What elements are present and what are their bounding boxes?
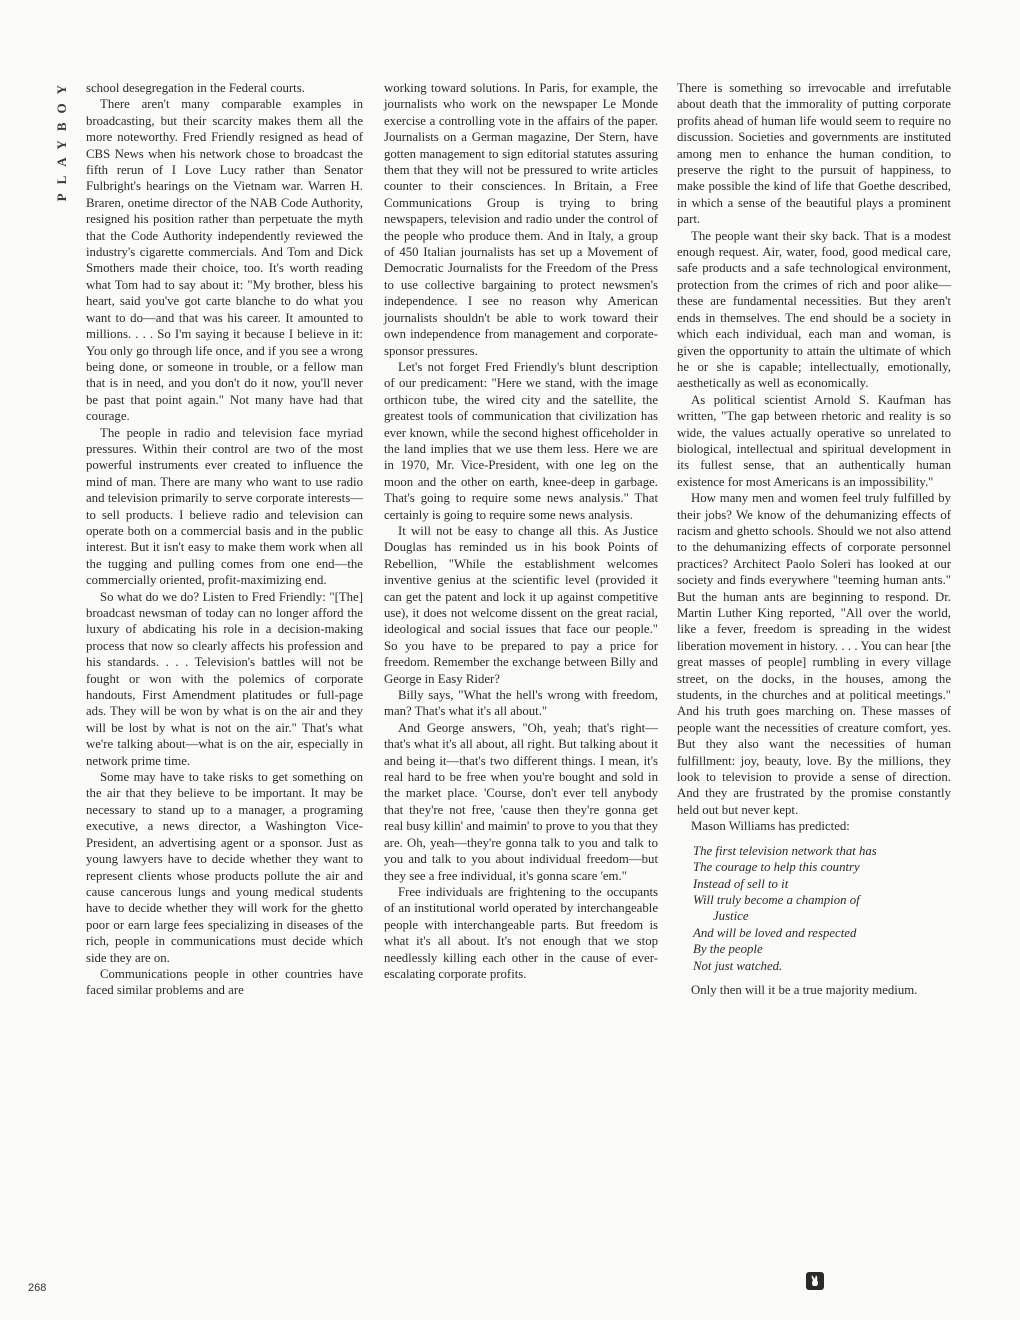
poem-line: By the people: [693, 942, 763, 957]
poem: [693, 843, 951, 974]
paragraph: How many men and women feel truly fulfilled by their jobs? We know of the dehumanizing effects of racism and ghetto schools. Should we not also attend to the dehumanizing effects of corporate personnel practices? Architect Paolo Soleri has looked at our society and finds everywhere "teeming human ants." But the human ants are beginning to respond. Dr. Martin Luther King reported, "All over the world, like a fever, freedom is spreading in the widest liberation movement in history. . . . You can hear [the great masses of people] rumbling in every village street, on the docks, in the houses, among the students, in the churches and at political meetings." And his truth goes marching on. These masses of people want the necessities of creature comfort, yes. But they also want the necessities of human fulfillment: joy, beauty, love. By the millions, they look to television to provide a sense of direction. And they are frustrated by the promise constantly held out but never kept.: [677, 491, 951, 817]
paragraph: Free individuals are frightening to the occupants of an institutional world operated by interchangeable people with interchangeable parts. But freedom is what it's all about. It's not enough that we stop needlessly killing each other in the cause of ever-escalating corporate profits.: [384, 884, 658, 981]
paragraph: And George answers, "Oh, yeah; that's right—that's what it's all about, all right. But talking about it and being it—that's two different things. I mean, it's real hard to be free when you're bought and sold in the market place. 'Course, don't ever tell anybody that they're not free, 'cause then they're gonna get real busy killin' and maimin' to prove to you that they are. Oh, yeah—they're gonna talk to you and talk to you and talk to you about individual freedom—but they see a free individual, it's gonna scare 'em.": [384, 720, 659, 883]
column-3-paragraphs: [677, 80, 951, 835]
poem-line: Will truly become a champion of: [693, 892, 860, 907]
column-3: [677, 80, 951, 998]
paragraph: The people in radio and television face myriad pressures. Within their control are two of the most powerful instruments ever created to influence the mind of man. There are many who want to use radio and television primarily to serve corporate interests—to sell products. I believe radio and television can operate both on a commercial basis and in the public interest. But it isn't easy to make them work when all the tugging and pulling comes from one end—the commercially oriented, profit-maximizing end.: [86, 425, 363, 588]
paragraph: Mason Williams has predicted:: [691, 819, 850, 834]
paragraph: As political scientist Arnold S. Kaufman has written, "The gap between rhetoric and reality is so wide, the values actually operative so unrelated to biological, intellectual and spiritual development in its fullest sense, that an authentically human existence for most Americans is an impossibility.": [677, 392, 951, 489]
page-number: 268: [28, 1282, 47, 1294]
paragraph: working toward solutions. In Paris, for example, the journalists who work on the newspaper Le Monde exercise a controlling vote in the affairs of the paper. Journalists on a German magazine, Der Stern, have gotten management to sign editorial statutes assuring them that they will not be pressured to write articles counter to their consciences. In Britain, a Free Communications Group is trying to bring newspapers, television and radio under the control of the people who produce them. And in Italy, a group of 450 Italian journalists has set up a Movement of Democratic Journalists for the Freedom of the Press to use collective bargaining to protect newsmen's independence. I see no reason why American journalists shouldn't be able to work toward their own independence from management and corporate-sponsor pressures.: [384, 81, 658, 358]
paragraph: The people want their sky back. That is a modest enough request. Air, water, food, good medical care, safe products and a safe technological environment, protection from the crimes of rich and poor alike—these are fundamental necessities. But they aren't ends in themselves. The end should be a society in which each individual, each man and woman, is given the opportunity to attain the ultimate of which he or she is capable; intellectually, emotionally, aesthetically as well as economically.: [677, 228, 951, 391]
paragraph: Some may have to take risks to get something on the air that they believe to be important. It may be necessary to stand up to a manager, a programing executive, a news director, a Washington Vice-President, an advertising agent or a sponsor. Just as young lawyers have to decide whether they want to represent clients whose products pollute the air and cause cancerous lungs and young medical students have to decide whether they will work for the ghetto poor or earn large fees specializing in diseases of the rich, people in communications must decide which side they are on.: [86, 770, 363, 965]
poem-line: Justice: [713, 909, 749, 924]
paragraph: There is something so irrevocable and irrefutable about death that the immorality of putting corporate profits ahead of human life would seem to require no discussion. Societies and governments are instituted among men to enhance the human condition, to preserve the right to the pursuit of happiness, to make possible the kind of life that Goethe described, in which a sense of the beautiful plays a prominent part.: [677, 81, 951, 227]
paragraph: It will not be easy to change all this. As Justice Douglas has reminded us in his book Points of Rebellion, "While the establishment welcomes inventive genius at the scientific level (provided it can get the patent and lock it up against competitive use), it does not welcome dissent on the great racial, ideological and social issues that face our people." So you have to be prepared to pay a price for freedom. Remember the exchange between Billy and George in Easy Rider?: [384, 523, 658, 686]
paragraph: school desegregation in the Federal courts.: [86, 81, 305, 95]
poem-line: Not just watched.: [693, 958, 783, 973]
paragraph: So what do we do? Listen to Fred Friendly: "[The] broadcast newsman of today can no longer afford the luxury of abdicating his role in a decision-making process that now so clearly affects his profession and his standards. . . . Television's battles will not be fought or won with the polemics of corporate handouts, First Amendment platitudes or full-page ads. They will be won by what is on the air and they will be lost by what is not on the air." That's what we're talking about—what is on the air, especially in network prime time.: [86, 589, 363, 768]
masthead: PLAYBOY: [54, 76, 69, 202]
paragraph: Communications people in other countries have faced similar problems and are: [86, 966, 363, 998]
closing-paragraph: Only then will it be a true majority medium.: [691, 982, 918, 997]
paragraph: Billy says, "What the hell's wrong with freedom, man? That's what it's all about.": [384, 688, 658, 719]
poem-line: The first television network that has: [693, 843, 877, 858]
paragraph: There aren't many comparable examples in broadcasting, but their scarcity makes them all the more noteworthy. Fred Friendly resigned as head of CBS News when his network chose to broadcast the fifth rerun of I Love Lucy rather than Senator Fulbright's hearings on the Vietnam war. Warren H. Braren, onetime director of the NAB Code Authority, resigned his position rather than perpetuate the myth that the Code Authority independently reviewed the industry's cigarette commercials. And Tom and Dick Smothers made their choice, too. It's worth reading what Tom had to say about it: "My brother, bless his heart, said you've got carte blanche to do what you want to do—and that was his career. It amounted to millions. . . . So I'm saying it because I believe in it: You only go through life once, and if you see a wrong being done, or someone in trouble, or a fellow man that is in need, and you don't do it now, you'll never be past that point again." Not many have had that courage.: [86, 97, 363, 424]
rabbit-head-icon: [806, 1272, 824, 1290]
poem-line: And will be loved and respected: [693, 925, 857, 940]
poem-line: Instead of sell to it: [693, 876, 789, 891]
poem-line: The courage to help this country: [693, 860, 860, 875]
column-2: [384, 80, 658, 982]
column-1: [86, 80, 363, 999]
paragraph: Let's not forget Fred Friendly's blunt description of our predicament: "Here we stand, with the image orthicon tube, the wired city and the satellite, the greatest tools of communication that civilization has ever known, while the second highest officeholder in the land implies that we use them less. Here we are in 1970, Mr. Vice-President, with one leg on the moon and the other on earth, knee-deep in garbage. That's going to require some news analysis." That certainly is going to require some news analysis.: [384, 359, 658, 522]
